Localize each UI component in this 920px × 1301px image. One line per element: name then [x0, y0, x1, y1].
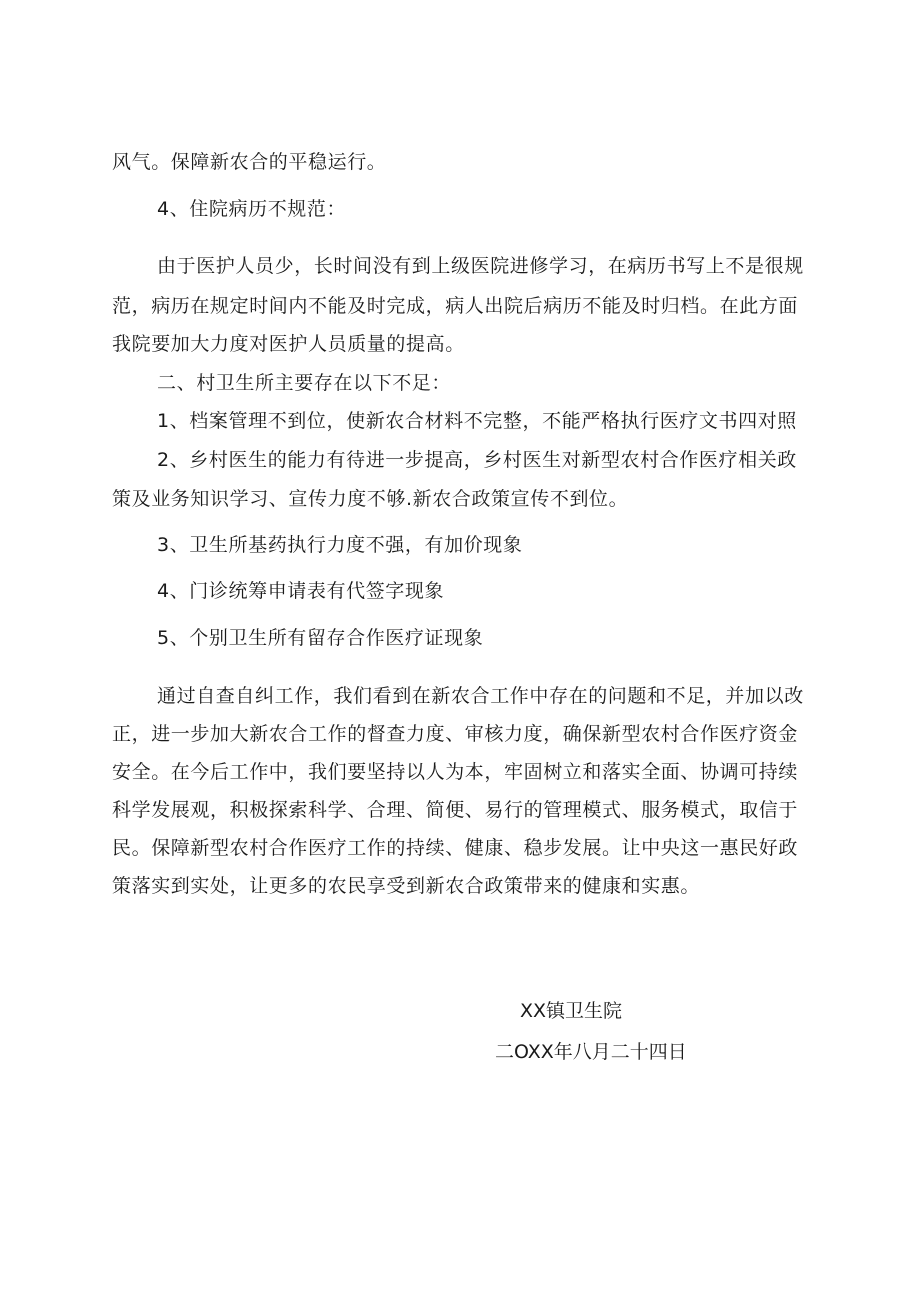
paragraph-line: 科学发展观，积极探索科学、合理、简便、易行的管理模式、服务模式，取信于: [112, 799, 799, 821]
list-item: 1、档案管理不到位，使新农合材料不完整，不能严格执行医疗文书四对照: [157, 410, 797, 432]
signature-date: 二OXX年八月二十四日: [495, 1041, 687, 1063]
paragraph-line: 通过自查自纠工作，我们看到在新农合工作中存在的问题和不足，并加以改: [157, 685, 804, 707]
list-item-continuation: 策及业务知识学习、宣传力度不够.新农合政策宣传不到位。: [112, 488, 629, 510]
paragraph-line: 我院要加大力度对医护人员质量的提高。: [112, 333, 465, 355]
signature-organization: XX镇卫生院: [520, 1000, 623, 1022]
section-heading: 二、村卫生所主要存在以下不足：: [157, 372, 452, 394]
paragraph-line: 正，进一步加大新农合工作的督查力度、审核力度，确保新型农村合作医疗资金: [112, 723, 799, 745]
list-item: 5、个别卫生所有留存合作医疗证现象: [157, 627, 484, 649]
paragraph-line: 安全。在今后工作中，我们要坚持以人为本，牢固树立和落实全面、协调可持续: [112, 761, 799, 783]
list-item: 4、门诊统筹申请表有代签字现象: [157, 580, 445, 602]
paragraph-line: 范，病历在规定时间内不能及时完成，病人出院后病历不能及时归档。在此方面: [112, 295, 799, 317]
list-item: 2、乡村医生的能力有待进一步提高，乡村医生对新型农村合作医疗相关政: [157, 449, 797, 471]
list-item: 3、卫生所基药执行力度不强，有加价现象: [157, 534, 523, 556]
paragraph-line: 民。保障新型农村合作医疗工作的持续、健康、稳步发展。让中央这一惠民好政: [112, 837, 799, 859]
paragraph-line: 策落实到实处，让更多的农民享受到新农合政策带来的健康和实惠。: [112, 875, 701, 897]
paragraph-line: 风气。保障新农合的平稳运行。: [112, 151, 387, 173]
paragraph-line: 由于医护人员少，长时间没有到上级医院进修学习，在病历书写上不是很规: [157, 255, 804, 277]
section-heading: 4、住院病历不规范：: [157, 198, 347, 220]
